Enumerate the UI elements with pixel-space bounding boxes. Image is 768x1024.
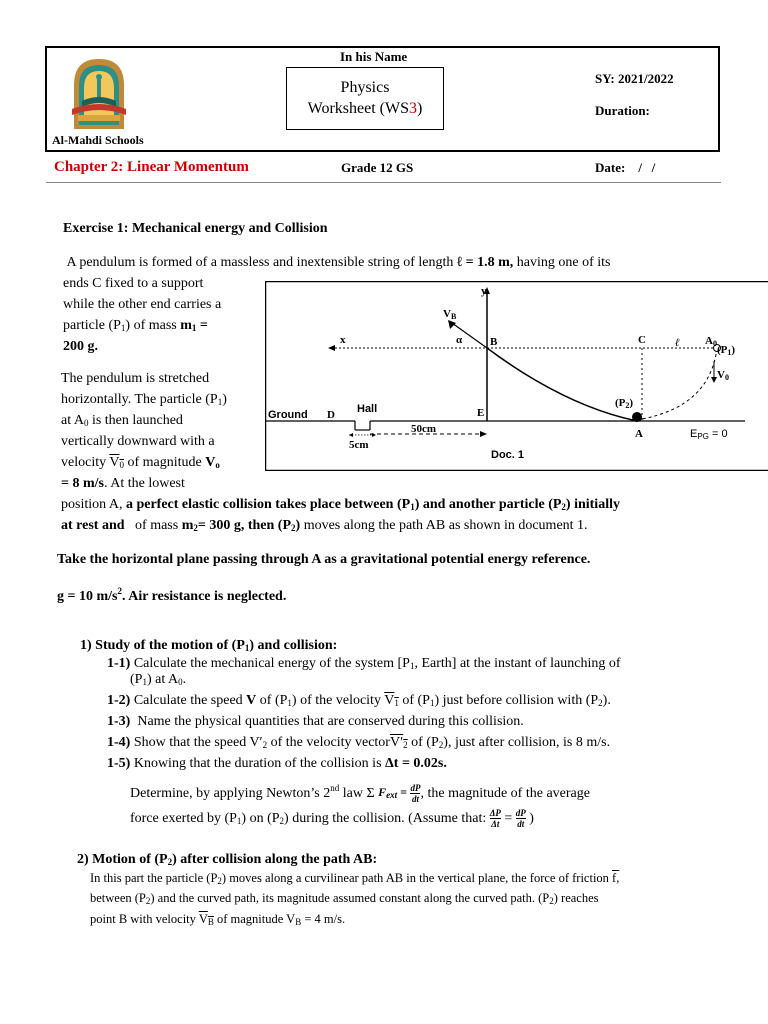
intro-line-3: while the other end carries a [63, 297, 222, 312]
chapter-title: Chapter 2: Linear Momentum [54, 159, 249, 175]
collision-line-1: position A, a perfect elastic collision takes place between $(P_1)$ and another particle $(P_2)$ initially [61, 497, 620, 512]
stretch-line-5: velocity $V_0$ of magnitude $V_o$ [61, 455, 220, 470]
intro-line-1: A pendulum is formed of a massless and inextensible string of length ℓ = 1.8 m, having one of its [66, 255, 611, 270]
label-p1: (P1) [717, 344, 736, 357]
doc1-figure [265, 281, 768, 471]
stretch-line-6: = 8 m/s. At the lowest [61, 476, 185, 491]
label-ground: Ground [268, 409, 308, 421]
duration-label: Duration: [595, 103, 650, 118]
label-5cm: 5cm [349, 439, 369, 451]
label-a0: A0 [705, 335, 717, 348]
stretch-line-2: horizontally. The particle $(P_1)$ [61, 392, 227, 407]
label-c: C [638, 334, 646, 346]
q1-5-newton: Determine, by applying Newton’s 2nd law Σ $F_{ext}$ = $\frac{dP}{dt}$ , the magnitude of the average [130, 783, 590, 805]
date-label: Date: / / [595, 160, 656, 175]
stretch-line-3: at $A_0$ is then launched [61, 413, 183, 428]
label-epg: EPG = 0 [690, 428, 728, 441]
label-x: x [340, 334, 346, 346]
label-y: y [481, 285, 487, 297]
reference-statement: Take the horizontal plane passing through A as a gravitational potential energy reference. [57, 552, 591, 567]
worksheet-subject: Physics [340, 79, 390, 96]
q1-3: 1-3) Name the physical quantities that are conserved during this collision. [107, 714, 524, 729]
q2-line-3: point B with velocity $V_B$ of magnitude $V_B = 4$ m/s. [90, 912, 346, 927]
q1-4: 1-4) Show that the speed $V'_2$ of the velocity $vectorV'_2$ of $(P_2)$, just after collision, is 8 m/s. [107, 735, 611, 750]
label-e: E [477, 407, 485, 419]
worksheet-title-box [286, 67, 444, 130]
label-50cm: 50cm [411, 423, 437, 435]
stretch-line-1: The pendulum is stretched [61, 371, 210, 386]
label-b: B [490, 336, 498, 348]
q1-5: 1-5) Knowing that the duration of the collision is Δt = 0.02s. [107, 756, 447, 771]
grade-label: Grade 12 GS [341, 160, 414, 175]
q2-line-2: between $(P_2)$ and the curved path, its magnitude assumed constant along the curved path. $(P_2)$ reaches [90, 891, 599, 906]
stretch-line-4: vertically downward with a [61, 434, 215, 449]
label-v0: V0 [717, 369, 729, 382]
school-year: SY: 2021/2022 [595, 71, 674, 86]
intro-line-2: ends C fixed to a support [63, 276, 204, 291]
label-d: D [327, 409, 335, 421]
collision-line-2: at rest and of mass $m_2= 300$ g, then $(P_2)$ moves along the path AB as shown in document 1. [61, 518, 588, 533]
school-logo [68, 55, 130, 131]
label-hall: Hall [357, 403, 378, 415]
q2-title: 2) Motion of $(P_2)$ after collision along the path AB: [77, 852, 378, 867]
exercise-title: Exercise 1: Mechanical energy and Collision [63, 221, 328, 236]
q2-line-1: In this part the particle $(P_2)$ moves along a curvilinear path AB in the vertical plane, the force of friction f, [90, 871, 620, 886]
q1-2: 1-2) Calculate the speed V of $(P_1)$ of the velocity $V_1$ of $(P_1)$ just before collision with $(P_2)$. [107, 693, 611, 708]
q1-1: 1-1) Calculate the mechanical energy of the system [$P_1$, Earth] at the instant of launching of [107, 656, 621, 671]
label-alpha: α [456, 334, 463, 346]
doc1-caption: Doc. 1 [491, 449, 525, 461]
gravity-statement: g = 10 $m/s^2$. Air resistance is neglected. [57, 586, 287, 604]
school-name: Al-Mahdi Schools [52, 133, 144, 147]
q1-title: 1) Study of the motion of $(P_1)$ and collision: [80, 638, 338, 653]
in-his-name: In his Name [340, 49, 408, 64]
label-ell: ℓ [675, 337, 680, 349]
worksheet-number: Worksheet (WS3) [307, 100, 423, 117]
q1-1-cont: $(P_1)$ at $A_0$. [130, 672, 187, 687]
header-divider [46, 182, 721, 183]
q1-5-force: force exerted by $(P_1)$ on $(P_2)$ during the collision. (Assume that: $\frac{\Delta P}{\Delta t}$ = $\frac{dP}{dt}$ ) [130, 808, 534, 830]
label-vb: VB [443, 308, 457, 321]
label-a: A [635, 428, 643, 440]
intro-line-5: 200 g. [63, 339, 98, 354]
intro-line-4: particle $(P_1)$ of mass $m_1$ = [63, 318, 208, 333]
label-p2: (P2) [615, 397, 634, 410]
